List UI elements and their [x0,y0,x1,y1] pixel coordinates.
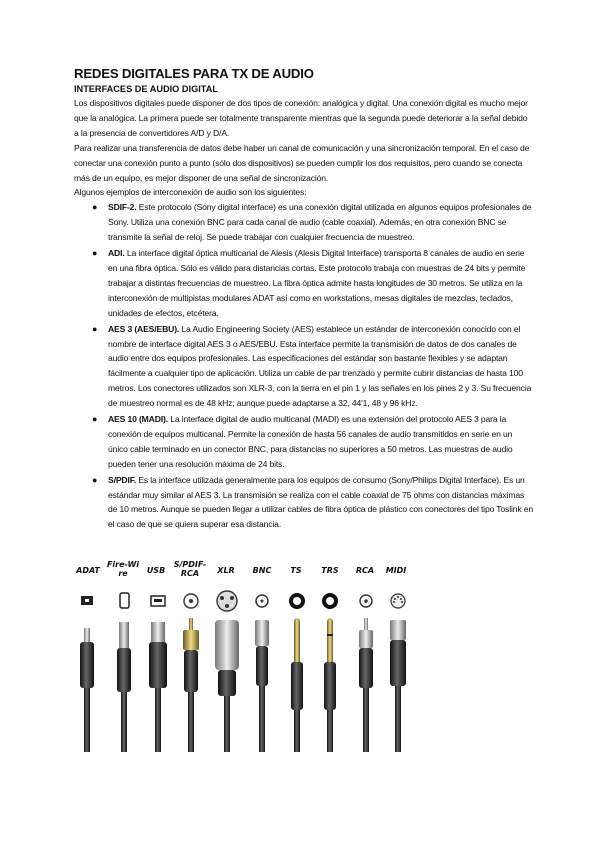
connector-cables-illustration [72,588,412,752]
bullet-icon: ● [92,248,98,259]
list-item-text: La Audio Engineering Society (AES) establece un estándar de interconexión conocido con el nombre de interface digital AES 3 o AES/EBU. Esta interface permite la transmisión de datos de dos canales de audio entre dos equipos profesionales. Las especificaciones del estándar son bastante flexibles y se adaptan fácilmente a cualquier tipo de aplicación. Utiliza un cable de par trenzado y permite cubrir distancias de hasta 100 metros. Los conectores utilizados son XLR-3, con la tierra en el pin 1 y las señales en los pines 2 y 3. Su frecuencia de muestreo normal es de 48 kHz; aunque puede adaptarse a 32, 44'1, 48 y 96 kHz. [108,323,532,409]
trs-cable-icon [324,618,336,752]
bullet-icon: ● [92,202,98,213]
connector-label-adat: ADAT [76,566,100,575]
connector-label-firewire: Fire-Wire [106,560,140,578]
list-item [74,246,534,321]
connector-label-bnc: BNC [252,566,272,575]
paragraph-sync: Para realizar una transferencia de datos debe haber un canal de comunicación y una sincronización temporal. En el caso de conectar una conexión punto a punto (sólo dos dispositivos) se pueden cumplir los dos requisitos, pero cuando se conecta más de un equipo, es mejor disponer de una señal de sincronización. [74,142,530,183]
paragraph-intro: Los dispositivos digitales puede disponer de dos tipos de conexión: analógica y digital. Una conexión digital es mucho mejor que la analógica. La primera puede ser totalmente transparente mientras que la segunda puede deteriorar a la señal debido a la presencia de convertidores A/D y D/A. [74,98,528,138]
bullet-icon: ● [92,474,98,485]
connector-label-rca: RCA [355,566,375,575]
interface-list [74,200,534,532]
midi-cable-icon [390,620,406,752]
list-item-text: La interface digital óptica multicanal de Alesis (Alesis Digital Interface) transporta 8 canales de audio en serie en una fibra óptica. Sólo es válido para distancias cortas. Este protocolo trabaja con muestras de 24 bits y permite trabajar a distintas frecuencias de muestreo. La fibra óptica admite hasta longitudes de 30 metros. Se utiliza en la interconexión de multipistas modulares ADAT así como en workstations, mesas digitales de mezclas, teclados, unidades de efectos, etcétera. [108,248,526,318]
xlr-cable-icon [215,620,239,752]
list-item-term: ADI. [108,248,125,259]
usb-cable-icon [149,622,167,752]
connector-label-spdif-rca: S/PDIF-RCA [173,560,207,578]
firewire-cable-icon [117,622,131,752]
document-page [74,66,534,533]
spdif-rca-cable-icon [183,618,199,752]
section-subtitle: INTERFACES DE AUDIO DIGITAL [74,84,218,94]
list-item [74,200,534,245]
list-item-term: S/PDIF. [108,474,137,485]
connector-label-midi: MIDI [385,566,407,575]
connector-label-ts: TS [290,566,302,575]
list-item [74,412,534,472]
connector-label-xlr: XLR [217,566,235,575]
bullet-icon: ● [92,323,98,334]
socket-icons [81,591,405,611]
list-item-text: La interface digital de audio multicanal (MADI) es una extensión del protocolo AES 3 para la conexión de equipos multicanal. Permite la conexión de hasta 56 canales de audio transmitidos en serie en un único cable terminado en un conector BNC, para distancias no superiores a 50 metros. Las muestras de audio pueden tener una resolución máxima de 24 bits. [108,414,513,469]
rca-cable-icon [359,618,373,752]
list-item-text: Es la interface utilizada generalmente para los equipos de consumo (Sony/Philips Digital Interface). Es un estándar muy similar al AES 3. La transmisión se realiza con el cable coaxial de 75 ohms con distancias máximas de 10 metros. Aunque se pueden llegar a utilizar cables de fibra óptica de plástico con conectores del tipo Toslink en el caso de que se quiera superar esa distancia. [108,474,533,530]
list-item [74,473,534,533]
bnc-cable-icon [255,620,269,752]
list-item-term: SDIF-2. [108,202,137,213]
connector-label-trs: TRS [321,566,339,575]
bullet-icon: ● [92,414,98,425]
ts-cable-icon [291,618,303,752]
connectors-figure [72,560,412,752]
list-item [74,322,534,411]
connector-label-usb: USB [146,566,166,575]
list-item-term: AES 10 (MADI). [108,414,168,425]
document-title: REDES DIGITALES PARA TX DE AUDIO [74,66,314,81]
adat-cable-icon [80,628,94,752]
firewire-socket-icon [120,593,129,608]
list-item-term: AES 3 (AES/EBU). [108,323,180,334]
paragraph-examples: Algunos ejemplos de interconexión de audio son los siguientes: [74,187,307,198]
list-item-text: Este protocolo (Sony digital interface) es una conexión digital utilizada en algunos equipos profesionales de Sony. Utiliza una conexión BNC para cada canal de audio (cable coaxial). Además, en otra conexión BNC se transmite la señal de reloj. Se puede trabajar con cualquier frecuencia de muestreo. [108,202,532,243]
